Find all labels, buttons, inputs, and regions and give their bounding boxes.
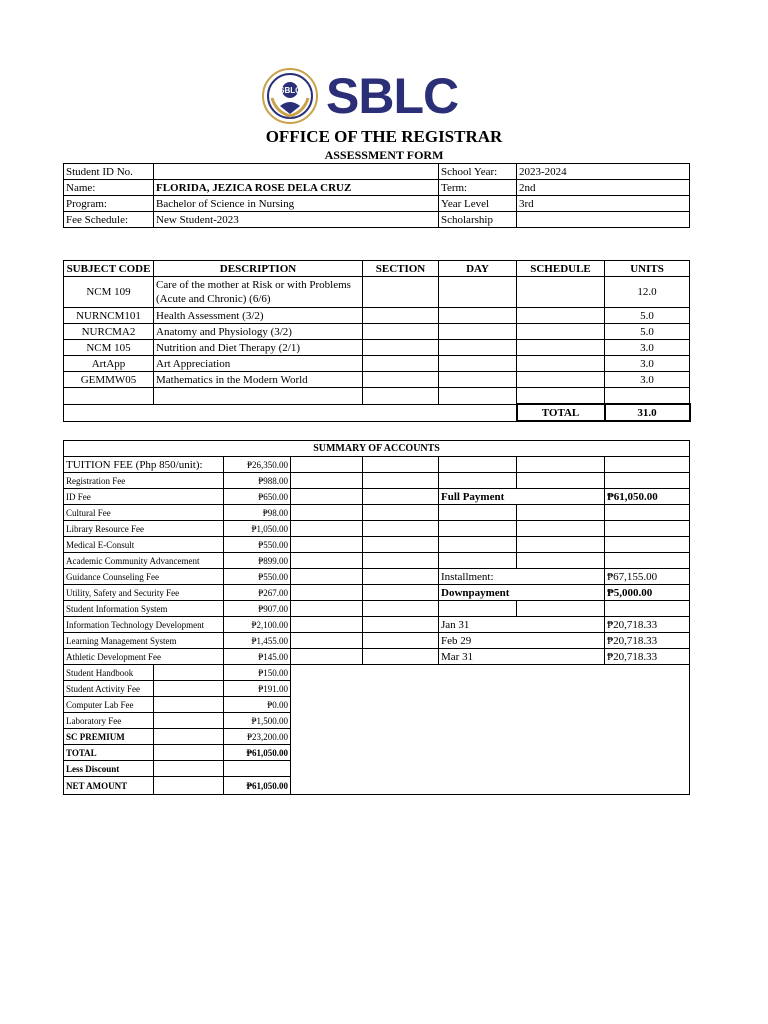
subject-day xyxy=(439,324,517,340)
scholarship-label: Scholarship xyxy=(439,212,517,228)
subject-schedule xyxy=(517,308,605,324)
fee-label: Academic Community Advancement xyxy=(64,553,224,569)
fee-label: Computer Lab Fee xyxy=(64,697,154,713)
fee-schedule-label: Fee Schedule: xyxy=(64,212,154,228)
fee-amount: ₱150.00 xyxy=(224,665,291,681)
fee-row xyxy=(64,473,690,489)
subject-description: Health Assessment (3/2) xyxy=(154,308,363,324)
info-row xyxy=(64,164,690,180)
fee-amount: ₱145.00 xyxy=(224,649,291,665)
fee-label: Laboratory Fee xyxy=(64,713,154,729)
col-units: UNITS xyxy=(605,261,690,277)
fee-label: Learning Management System xyxy=(64,633,224,649)
subject-section xyxy=(363,277,439,308)
program-value: Bachelor of Science in Nursing xyxy=(154,196,439,212)
student-id-value xyxy=(154,164,439,180)
fee-amount: ₱1,455.00 xyxy=(224,633,291,649)
program-label: Program: xyxy=(64,196,154,212)
installment-amount: ₱20,718.33 xyxy=(605,617,690,633)
fee-amount: ₱2,100.00 xyxy=(224,617,291,633)
fee-amount: ₱267.00 xyxy=(224,585,291,601)
fee-row-total xyxy=(64,745,690,761)
subject-description: Anatomy and Physiology (3/2) xyxy=(154,324,363,340)
subject-description: Mathematics in the Modern World xyxy=(154,372,363,388)
seal-label: SBLC xyxy=(279,86,301,95)
subject-description: Art Appreciation xyxy=(154,356,363,372)
fee-row xyxy=(64,601,690,617)
fee-amount: ₱1,050.00 xyxy=(224,521,291,537)
subject-code: NURCMA2 xyxy=(64,324,154,340)
fee-row xyxy=(64,553,690,569)
office-title: OFFICE OF THE REGISTRAR xyxy=(265,127,503,146)
units-total-label: TOTAL xyxy=(517,404,605,421)
installment-date: Mar 31 xyxy=(439,649,605,665)
subject-section xyxy=(363,356,439,372)
subject-row xyxy=(64,308,690,324)
subject-day xyxy=(439,372,517,388)
col-description: DESCRIPTION xyxy=(154,261,363,277)
fee-label: Less Discount xyxy=(64,761,154,777)
fee-amount: ₱23,200.00 xyxy=(224,729,291,745)
summary-table xyxy=(63,440,690,795)
subject-row xyxy=(64,277,690,308)
fee-amount: ₱191.00 xyxy=(224,681,291,697)
summary-header-row xyxy=(64,441,690,457)
subject-day xyxy=(439,356,517,372)
subject-code: NURNCM101 xyxy=(64,308,154,324)
fee-label: Student Handbook xyxy=(64,665,154,681)
fee-amount: ₱907.00 xyxy=(224,601,291,617)
info-row xyxy=(64,212,690,228)
fee-label: Athletic Development Fee xyxy=(64,649,224,665)
subject-description: Nutrition and Diet Therapy (2/1) xyxy=(154,340,363,356)
fee-row xyxy=(64,761,690,777)
fee-amount: ₱98.00 xyxy=(224,505,291,521)
subject-units: 5.0 xyxy=(605,308,690,324)
form-title: ASSESSMENT FORM xyxy=(324,148,444,162)
installment-label: Installment: xyxy=(439,569,605,585)
downpayment-label: Downpayment xyxy=(439,585,605,601)
student-info-table xyxy=(63,163,690,228)
fee-amount xyxy=(224,761,291,777)
fee-row xyxy=(64,521,690,537)
fee-amount: ₱550.00 xyxy=(224,537,291,553)
subjects-total-row xyxy=(64,404,690,421)
fee-label: Medical E-Consult xyxy=(64,537,224,553)
subject-units: 3.0 xyxy=(605,372,690,388)
subject-code: NCM 109 xyxy=(64,277,154,308)
summary-title: SUMMARY OF ACCOUNTS xyxy=(64,441,690,457)
subject-day xyxy=(439,277,517,308)
fee-amount: ₱26,350.00 xyxy=(224,457,291,473)
subject-day xyxy=(439,308,517,324)
subject-section xyxy=(363,308,439,324)
col-subject-code: SUBJECT CODE xyxy=(64,261,154,277)
fee-row xyxy=(64,729,690,745)
fee-row xyxy=(64,585,690,601)
fee-amount: ₱61,050.00 xyxy=(224,745,291,761)
subject-schedule xyxy=(517,324,605,340)
student-id-label: Student ID No. xyxy=(64,164,154,180)
subject-units: 3.0 xyxy=(605,340,690,356)
subject-row xyxy=(64,324,690,340)
subject-schedule xyxy=(517,340,605,356)
installment-date: Feb 29 xyxy=(439,633,605,649)
info-row xyxy=(64,196,690,212)
fee-label: Cultural Fee xyxy=(64,505,224,521)
fee-row-net xyxy=(64,777,690,795)
fee-label: Student Information System xyxy=(64,601,224,617)
installment-date: Jan 31 xyxy=(439,617,605,633)
subject-code: GEMMW05 xyxy=(64,372,154,388)
fee-amount: ₱1,500.00 xyxy=(224,713,291,729)
fee-amount: ₱650.00 xyxy=(224,489,291,505)
fee-schedule-value: New Student-2023 xyxy=(154,212,439,228)
full-payment-value: ₱61,050.00 xyxy=(605,489,690,505)
subject-row xyxy=(64,356,690,372)
subject-row xyxy=(64,372,690,388)
full-payment-label: Full Payment xyxy=(439,489,605,505)
fee-row xyxy=(64,537,690,553)
fee-row xyxy=(64,617,690,633)
subject-units: 3.0 xyxy=(605,356,690,372)
school-year-label: School Year: xyxy=(439,164,517,180)
fee-amount: ₱0.00 xyxy=(224,697,291,713)
fee-amount: ₱550.00 xyxy=(224,569,291,585)
col-schedule: SCHEDULE xyxy=(517,261,605,277)
fee-row xyxy=(64,697,690,713)
fee-label: Information Technology Development xyxy=(64,617,224,633)
fee-row xyxy=(64,633,690,649)
logo-wordmark: SBLC xyxy=(326,68,459,124)
fee-label: SC PREMIUM xyxy=(64,729,154,745)
school-logo xyxy=(262,68,458,124)
year-level-value: 3rd xyxy=(517,196,690,212)
fee-row xyxy=(64,457,690,473)
fee-label: Library Resource Fee xyxy=(64,521,224,537)
fee-amount: ₱988.00 xyxy=(224,473,291,489)
fee-label: Guidance Counseling Fee xyxy=(64,569,224,585)
subject-schedule xyxy=(517,372,605,388)
subject-schedule xyxy=(517,277,605,308)
units-total-value: 31.0 xyxy=(605,404,690,421)
downpayment-value: ₱5,000.00 xyxy=(605,585,690,601)
fee-label: NET AMOUNT xyxy=(64,777,154,795)
subject-section xyxy=(363,324,439,340)
subject-section xyxy=(363,372,439,388)
fee-row xyxy=(64,649,690,665)
fee-label: Utility, Safety and Security Fee xyxy=(64,585,224,601)
fee-row xyxy=(64,713,690,729)
fee-row xyxy=(64,505,690,521)
seal-icon xyxy=(262,68,318,124)
col-day: DAY xyxy=(439,261,517,277)
name-label: Name: xyxy=(64,180,154,196)
fee-row xyxy=(64,665,690,681)
fee-label: TOTAL xyxy=(64,745,154,761)
subject-row xyxy=(64,340,690,356)
subjects-header-row xyxy=(64,261,690,277)
col-section: SECTION xyxy=(363,261,439,277)
subject-day xyxy=(439,340,517,356)
subject-row-empty xyxy=(64,388,690,405)
subject-section xyxy=(363,340,439,356)
fee-row xyxy=(64,489,690,505)
fee-label: Registration Fee xyxy=(64,473,224,489)
subject-code: NCM 105 xyxy=(64,340,154,356)
installment-value: ₱67,155.00 xyxy=(605,569,690,585)
fee-label: ID Fee xyxy=(64,489,224,505)
year-level-label: Year Level xyxy=(439,196,517,212)
term-label: Term: xyxy=(439,180,517,196)
scholarship-value xyxy=(517,212,690,228)
subject-units: 5.0 xyxy=(605,324,690,340)
installment-amount: ₱20,718.33 xyxy=(605,649,690,665)
subject-units: 12.0 xyxy=(605,277,690,308)
term-value: 2nd xyxy=(517,180,690,196)
info-row xyxy=(64,180,690,196)
fee-amount: ₱61,050.00 xyxy=(224,777,291,795)
subjects-table xyxy=(63,260,691,422)
fee-label: Student Activity Fee xyxy=(64,681,154,697)
school-year-value: 2023-2024 xyxy=(517,164,690,180)
fee-row xyxy=(64,569,690,585)
fee-row xyxy=(64,681,690,697)
installment-amount: ₱20,718.33 xyxy=(605,633,690,649)
subject-code: ArtApp xyxy=(64,356,154,372)
fee-label: TUITION FEE (Php 850/unit): xyxy=(64,457,224,473)
name-value: FLORIDA, JEZICA ROSE DELA CRUZ xyxy=(154,180,439,196)
fee-amount: ₱899.00 xyxy=(224,553,291,569)
subject-schedule xyxy=(517,356,605,372)
subject-description: Care of the mother at Risk or with Problems (Acute and Chronic) (6/6) xyxy=(154,277,363,308)
